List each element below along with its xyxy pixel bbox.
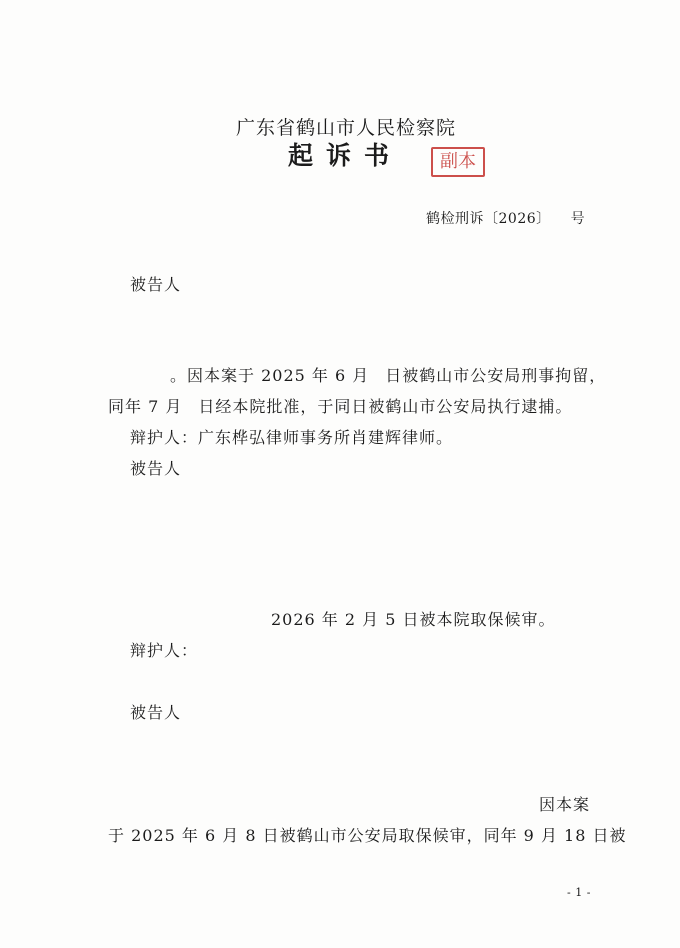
- case-number-prefix: 鹤检刑诉〔2026〕: [426, 211, 551, 227]
- defendant-label-2: 被告人: [130, 459, 182, 478]
- arrest-line-part1: 同年 7 月: [108, 397, 183, 416]
- detention-line-part2: 日被鹤山市公安局刑事拘留，: [385, 366, 607, 385]
- copy-stamp: 副本: [431, 147, 485, 177]
- defendant-label-3: 被告人: [130, 703, 182, 722]
- agency-title: 广东省鹤山市人民检察院: [235, 117, 456, 139]
- arrest-line-part2: 日经本院批准，于同日被鹤山市公安局执行逮捕。: [198, 397, 573, 416]
- bail-history-line: 于 2025 年 6 月 8 日被鹤山市公安局取保候审，同年 9 月 18 日被: [108, 826, 627, 845]
- arrest-line: [108, 397, 572, 417]
- case-continuation: 因本案: [539, 795, 591, 814]
- detention-line-part1: 。因本案于 2025 年 6 月: [170, 366, 370, 385]
- defense-counsel-label: 辩护人：: [130, 641, 199, 660]
- bail-line: 2026 年 2 月 5 日被本院取保候审。: [271, 610, 556, 629]
- case-number: [426, 209, 585, 229]
- page-number: - 1 -: [567, 886, 591, 899]
- defense-counsel-line: 辩护人：广东桦弘律师事务所肖建辉律师。: [130, 428, 454, 447]
- document-title: 起诉书: [288, 141, 403, 170]
- defendant-label-1: 被告人: [130, 275, 182, 294]
- case-number-suffix: 号: [570, 211, 586, 227]
- detention-line: [170, 366, 606, 386]
